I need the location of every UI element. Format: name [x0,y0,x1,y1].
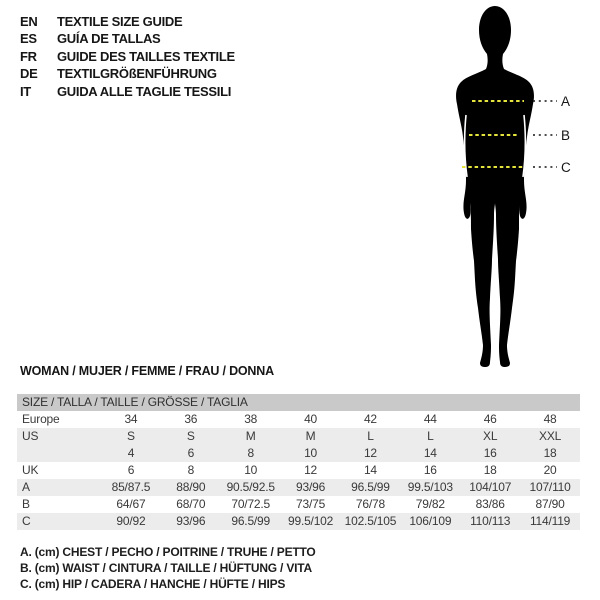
size-cell: 10 [304,446,318,460]
language-title: TEXTILE SIZE GUIDE [57,14,183,29]
size-cell: 99.5/102 [288,514,334,528]
row-label: B [22,497,30,511]
size-cell: 70/72.5 [231,497,270,511]
size-cell: 85/87.5 [111,480,151,494]
size-cell: 12 [304,463,318,477]
language-code: DE [20,66,38,82]
size-cell: 10 [244,463,258,477]
size-cell: 6 [127,463,135,477]
size-cell: XXL [539,429,562,443]
size-cell: 14 [423,446,437,460]
woman-silhouette-svg [420,3,570,371]
size-cell: L [367,429,374,443]
size-cell: 104/107 [469,480,512,494]
size-cell: 36 [184,412,198,426]
size-cell: 34 [124,412,138,426]
size-table [17,394,580,530]
size-cell: 44 [423,412,437,426]
row-label [17,445,101,462]
size-cell: 40 [304,412,318,426]
row-label: UK [22,463,39,477]
size-cell: 93/96 [176,514,206,528]
language-code: IT [20,83,31,99]
language-row [20,13,235,30]
language-row [20,30,235,47]
language-row [20,65,235,82]
table-row [17,462,580,479]
size-table-rows [17,411,580,530]
legend-line: C. (cm) HIP / CADERA / HANCHE / HÜFTE / HIPS [20,576,286,591]
category-title: WOMAN / MUJER / FEMME / FRAU / DONNA [20,364,274,378]
size-cell: 93/96 [296,480,326,494]
language-title: GUÍA DE TALLAS [57,31,161,47]
size-cell: 90.5/92.5 [226,480,275,494]
language-code: EN [20,14,38,29]
language-row [20,83,235,100]
language-list [20,13,235,100]
table-row [17,513,580,530]
size-cell: 68/70 [176,497,206,511]
size-cell: 88/90 [176,480,206,494]
size-cell: 8 [247,446,254,460]
language-title: TEXTILGRÖßENFÜHRUNG [57,66,217,82]
size-cell: 46 [483,412,497,426]
size-cell: XL [483,429,498,443]
marker-label-a: A [561,94,571,109]
size-cell: 110/113 [470,514,511,528]
size-cell: M [305,429,316,443]
size-cell: 18 [483,463,497,477]
size-cell: M [245,429,256,443]
marker-label-b: B [561,128,571,143]
table-row [17,479,580,496]
size-cell: S [186,429,195,443]
measurement-legend [20,545,316,592]
size-cell: L [427,429,434,443]
table-row [17,496,580,513]
woman-silhouette [456,6,534,367]
size-cell: 42 [363,412,377,426]
row-label: US [22,429,39,443]
size-cell: 83/86 [475,497,505,511]
language-title: GUIDE DES TAILLES TEXTILE [57,48,235,64]
size-cell: 8 [187,463,195,477]
size-cell: 20 [543,463,557,477]
language-code: ES [20,31,37,47]
size-cell: 79/82 [415,497,445,511]
size-cell: 87/90 [535,497,565,511]
legend-line: B. (cm) WAIST / CINTURA / TAILLE / HÜFTUNG / VITA [20,560,312,575]
size-cell: 48 [543,412,557,426]
table-row [17,428,580,445]
size-cell: 99.5/103 [407,480,453,494]
size-cell: 14 [363,463,377,477]
size-cell: 6 [187,446,195,460]
marker-label-c: C [561,160,571,175]
size-cell: 73/75 [296,497,326,511]
language-title: GUIDA ALLE TAGLIE TESSILI [57,83,232,99]
size-cell: 114/119 [529,514,571,528]
size-cell: 38 [244,412,258,426]
row-label: Europe [22,412,60,426]
size-cell: 96.5/99 [231,514,270,528]
size-cell: 16 [483,446,497,460]
size-cell: 102.5/105 [344,514,397,528]
legend-line: A. (cm) CHEST / PECHO / POITRINE / TRUHE / PETTO [20,545,316,559]
table-row [17,411,580,428]
size-cell: S [127,429,135,443]
table-row [17,445,580,462]
row-label: C [22,514,31,528]
language-row [20,48,235,65]
size-cell: 106/109 [409,514,452,528]
language-code: FR [20,48,37,64]
size-cell: 64/67 [116,497,146,511]
woman-silhouette-figure [420,3,590,373]
size-cell: 96.5/99 [351,480,390,494]
size-cell: 90/92 [116,514,146,528]
size-cell: 76/78 [355,497,385,511]
size-cell: 16 [423,463,437,477]
size-cell: 4 [127,446,135,460]
size-cell: 107/110 [529,480,571,494]
size-cell: 18 [543,446,557,460]
size-table-header: SIZE / TALLA / TAILLE / GRÖSSE / TAGLIA [17,394,580,411]
size-cell: 12 [363,446,377,460]
row-label: A [22,480,30,494]
